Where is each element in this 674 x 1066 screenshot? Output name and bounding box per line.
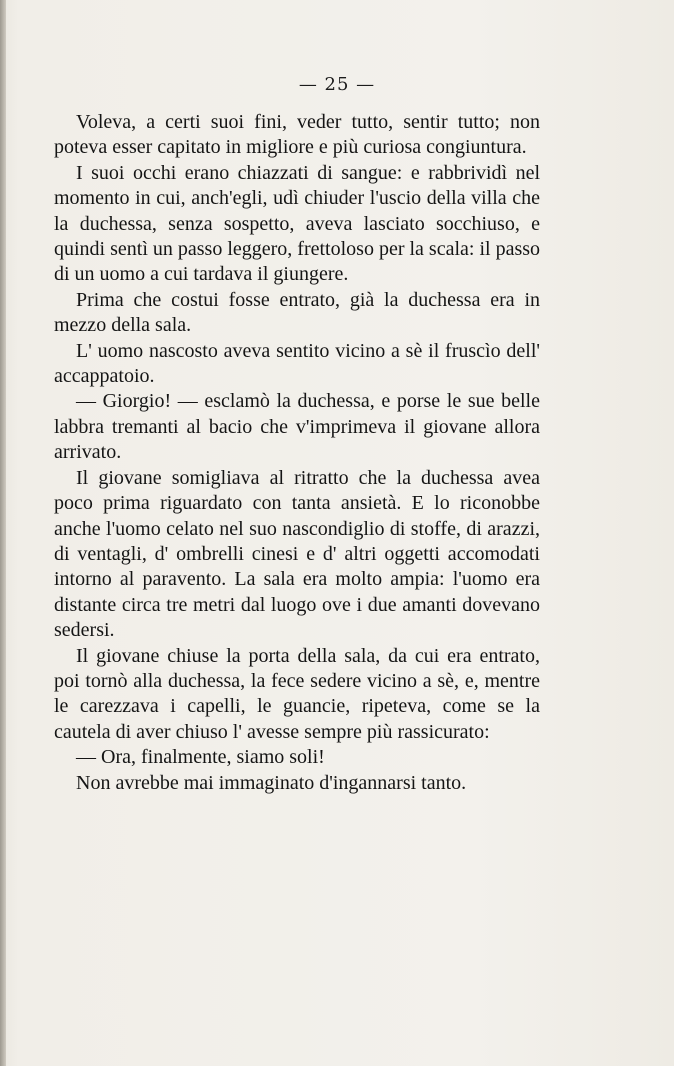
page-binding-edge bbox=[0, 0, 6, 1066]
body-text bbox=[54, 110, 540, 796]
paragraph-2: I suoi occhi erano chiazzati di sangue: e rabbrividì nel momento in cui, anch'egli, udì chiuder l'uscio della villa che la duchessa, senza sospetto, aveva lasciato socchiuso, e quindi sentì un passo leggero, frettoloso per la scala: il passo di un uomo a cui tardava il giungere. bbox=[54, 161, 541, 286]
paragraph-7: Il giovane chiuse la porta della sala, da cui era entrato, poi tornò alla duchessa, la fece sedere vicino a sè, e, mentre le carezzava i capelli, le guancie, ripeteva, come se la cautela di aver chiuso l' avesse sempre più rassicurato: bbox=[54, 644, 540, 743]
paragraph-4: L' uomo nascosto aveva sentito vicino a sè il fruscìo dell' accappatoio. bbox=[54, 339, 540, 388]
paragraph-1: Voleva, a certi suoi fini, veder tutto, sentir tutto; non poteva esser capitato in migliore e più curiosa congiuntura. bbox=[54, 111, 540, 159]
paragraph-9: Non avrebbe mai immaginato d'ingannarsi tanto. bbox=[76, 771, 467, 794]
paragraph-5: — Giorgio! — esclamò la duchessa, e porse le sue belle labbra tremanti al bacio che v'imprimeva il giovane allora arrivato. bbox=[54, 390, 540, 464]
paragraph-3: Prima che costui fosse entrato, già la duchessa era in mezzo della sala. bbox=[54, 288, 540, 337]
page-number: — 25 — bbox=[298, 74, 376, 95]
paragraph-8: — Ora, finalmente, siamo soli! bbox=[76, 746, 325, 769]
paragraph-6: Il giovane somigliava al ritratto che la duchessa avea poco prima riguardato con tanta ansietà. E lo riconobbe anche l'uomo celato nel suo nascondiglio di stoffe, di arazzi, di ventagli, d' ombrelli cinesi e d' altri oggetti accomodati intorno al paravento. La sala era molto ampia: l'uomo era distante circa tre metri dal luogo ove i due amanti dovevano sedersi. bbox=[54, 466, 540, 642]
